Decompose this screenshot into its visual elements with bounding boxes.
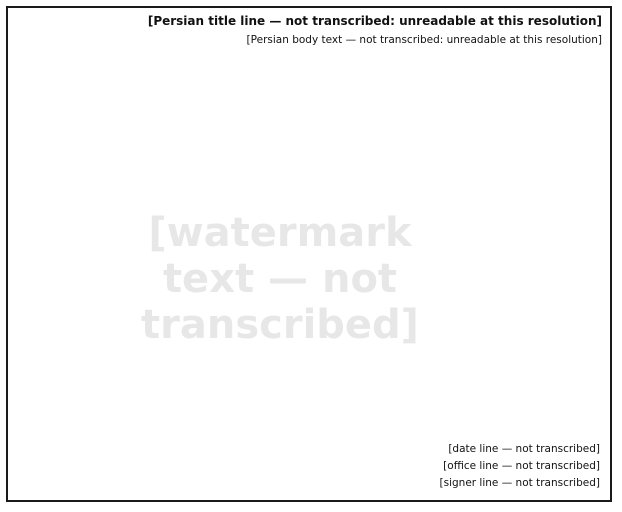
watermark: [watermark text — not transcribed]	[141, 210, 419, 348]
footer-signer: [signer line — not transcribed]	[439, 477, 600, 489]
notice-title: [Persian title line — not transcribed: unreadable at this resolution]	[147, 14, 602, 28]
notice-footer	[440, 441, 601, 492]
notice-body: [Persian body text — not transcribed: unreadable at this resolution]	[246, 34, 602, 46]
footer-office: [office line — not transcribed]	[443, 460, 600, 472]
footer-date: [date line — not transcribed]	[448, 443, 600, 455]
notice-frame	[6, 6, 612, 502]
